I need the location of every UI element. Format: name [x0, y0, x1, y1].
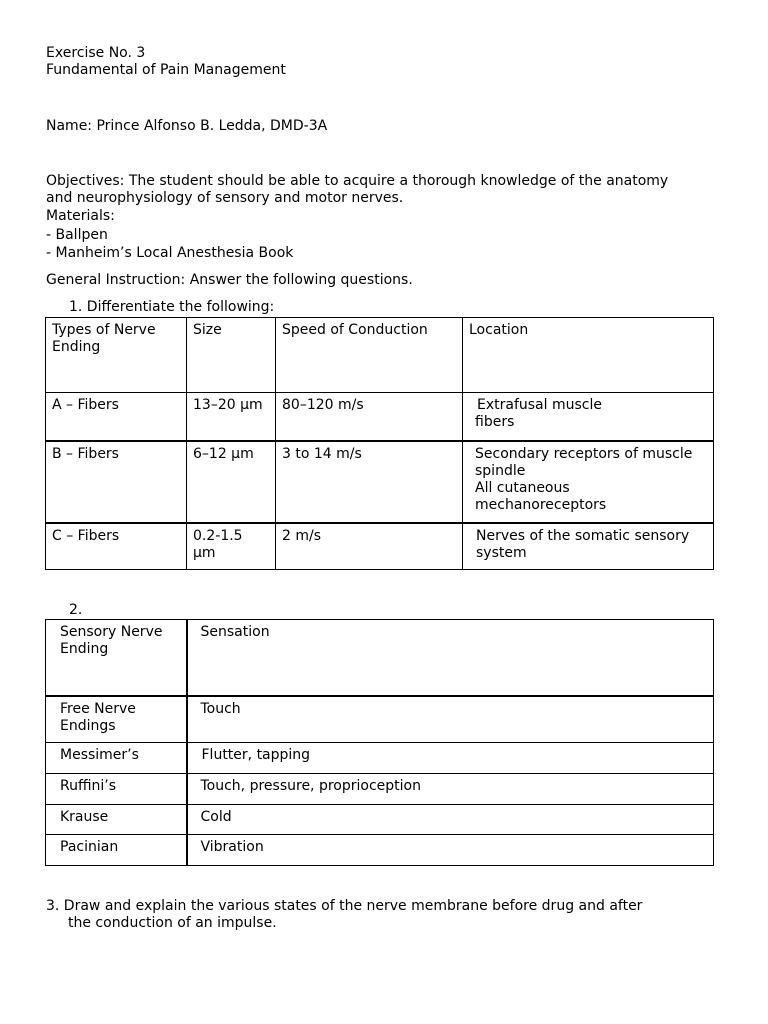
table-row [46, 696, 714, 743]
ending-cell: Messimer’s [46, 743, 187, 774]
fiber-size-cell: 0.2-1.5 µm [187, 523, 276, 570]
question-3-line: the conduction of an impulse. [68, 915, 277, 931]
table-row [46, 774, 714, 805]
ending-cell: Free Nerve Endings [46, 696, 187, 743]
table-row [46, 523, 714, 570]
materials-label: Materials: [46, 208, 115, 224]
fiber-type-cell: A – Fibers [46, 393, 187, 441]
ending-cell: Krause [46, 805, 187, 835]
location-line: Extrafusal muscle [477, 397, 602, 413]
ending-cell: Ruffini’s [46, 774, 187, 805]
fiber-location-cell [463, 523, 714, 570]
table-row [46, 805, 714, 835]
header-cell: Speed of Conduction [276, 318, 463, 393]
sensation-cell: Cold [187, 805, 714, 835]
location-line: Secondary receptors of muscle spindle [475, 445, 693, 479]
header-cell: Sensory Nerve Ending [46, 620, 187, 696]
ending-cell: Pacinian [46, 835, 187, 866]
sensation-cell: Touch, pressure, proprioception [187, 774, 714, 805]
materials-item: - Manheim’s Local Anesthesia Book [46, 245, 294, 261]
table-header-row [46, 620, 714, 696]
question-1-label: 1. Differentiate the following: [69, 299, 275, 315]
fiber-location-cell [463, 441, 714, 523]
fiber-size-cell: 13–20 µm [187, 393, 276, 441]
fiber-speed-cell: 80–120 m/s [276, 393, 463, 441]
question-2-label: 2. [69, 602, 83, 618]
fiber-size-cell: 6–12 µm [187, 441, 276, 523]
location-line: Nerves of the somatic sensory system [476, 527, 690, 561]
sensation-cell: Touch [187, 696, 714, 743]
header-cell: Types of Nerve Ending [46, 318, 187, 393]
sensory-ending-table [45, 619, 714, 866]
header-cell: Size [187, 318, 276, 393]
location-line: All cutaneous mechanoreceptors [475, 479, 607, 513]
fiber-type-cell: C – Fibers [46, 523, 187, 570]
objectives-text: Objectives: The student should be able to acquire a thorough knowledge of the anatomy and neurophysiology of sensory and motor nerves. [46, 173, 669, 206]
question-3-line: 3. Draw and explain the various states of the nerve membrane before drug and after [46, 898, 643, 914]
general-instruction: General Instruction: Answer the following questions. [46, 272, 413, 288]
table-header-row [46, 318, 714, 393]
table-row [46, 441, 714, 523]
student-name: Name: Prince Alfonso B. Ledda, DMD-3A [46, 118, 328, 134]
fiber-speed-cell: 2 m/s [276, 523, 463, 570]
exercise-number: Exercise No. 3 [46, 45, 146, 61]
fiber-speed-cell: 3 to 14 m/s [276, 441, 463, 523]
fiber-type-cell: B – Fibers [46, 441, 187, 523]
nerve-fiber-table [45, 317, 714, 570]
table-row [46, 393, 714, 441]
table-row [46, 743, 714, 774]
sensation-cell: Vibration [187, 835, 714, 866]
sensation-cell: Flutter, tapping [187, 743, 714, 774]
table-row [46, 835, 714, 866]
materials-item: - Ballpen [46, 227, 108, 243]
course-title: Fundamental of Pain Management [46, 62, 286, 78]
header-cell: Location [463, 318, 714, 393]
location-line: fibers [475, 414, 515, 430]
fiber-location-cell [463, 393, 714, 441]
header-cell: Sensation [187, 620, 714, 696]
